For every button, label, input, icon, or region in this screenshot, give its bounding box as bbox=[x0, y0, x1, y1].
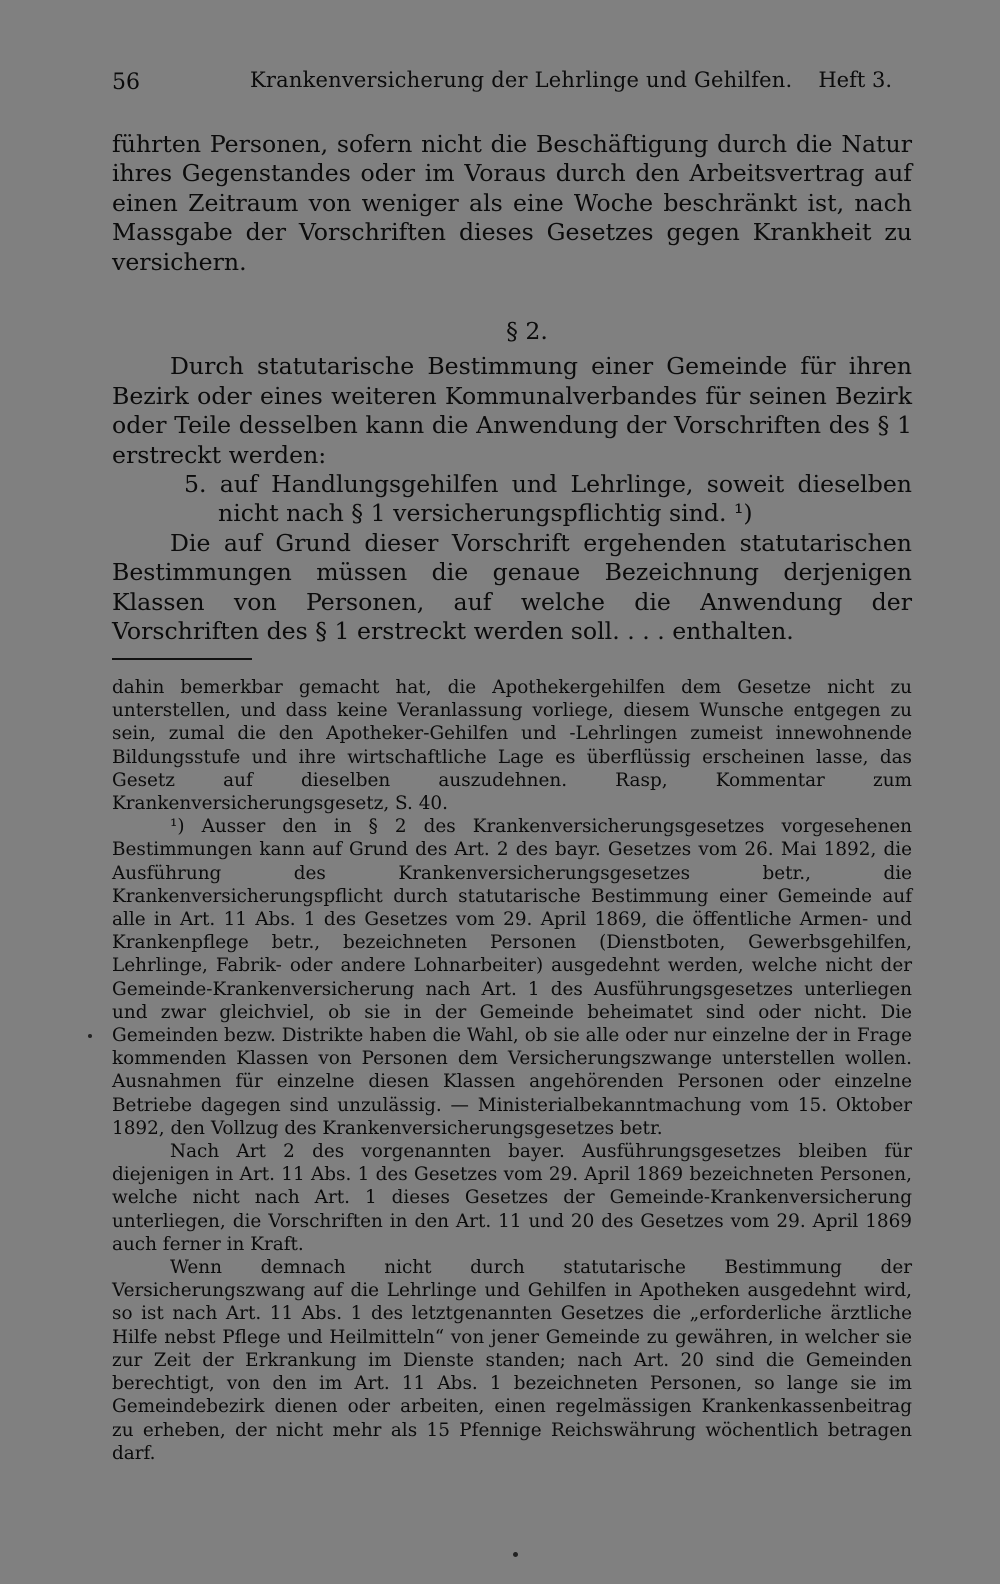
page-mark bbox=[513, 1552, 518, 1557]
issue-label: Heft 3. bbox=[818, 68, 892, 92]
paragraph-continuation: führten Personen, sofern nicht die Beschäftigung durch die Natur ihres Gegenstandes oder im Voraus durch den Arbeitsvertrag auf einen Zeitraum von weniger als eine Woche beschränkt ist, nach Massgabe der Vorschriften dieses Gesetzes gegen Krankheit zu versichern. bbox=[112, 130, 912, 276]
footnote-paragraph: Wenn demnach nicht durch statutarische Bestimmung der Versicherungszwang auf die Lehrlinge und Gehilfen in Apotheken ausgedehnt wird, so ist nach Art. 11 Abs. 1 des letztgenannten Gesetzes die „erforderliche ärztliche Hilfe nebst Pflege und Heilmitteln“ von jener Gemeinde zu gewähren, in welcher sie zur Zeit der Erkrankung im Dienste standen; nach Art. 20 sind die Gemeinden berechtigt, von den im Art. 11 Abs. 1 bezeichneten Personen, so lange sie im Gemeindebezirk dienen oder arbeiten, einen regelmässigen Krankenkassenbeitrag zu erheben, der nicht mehr als 15 Pfennige Reichswährung wöchentlich betragen darf. bbox=[112, 1257, 912, 1464]
footnote-continuation: dahin bemerkbar gemacht hat, die Apothekergehilfen dem Gesetze nicht zu unterstellen, und dass keine Veranlassung vorliege, diesem Wunsche entgegen zu sein, zumal die den Apotheker-Gehilfen und -Lehrlingen zumeist innewohnende Bildungsstufe und ihre wirtschaftliche Lage es überflüssig erscheinen lasse, das Gesetz auf dieselben auszudehnen. Rasp, Kommentar zum Krankenversicherungsgesetz, S. 40. bbox=[112, 677, 912, 815]
list-item-5: 5. auf Handlungsgehilfen und Lehrlinge, soweit dieselben nicht nach § 1 versicherungspflichtig sind. ¹) bbox=[184, 470, 912, 528]
page-header bbox=[112, 66, 902, 100]
footnote-paragraph: Nach Art 2 des vorgenannten bayer. Ausführungsgesetzes bleiben für diejenigen in Art. 11 Abs. 1 des Gesetzes vom 29. April 1869 bezeichneten Personen, welche nicht nach Art. 1 dieses Gesetzes der Gemeinde-Krankenversicherung unterliegen, die Vorschriften in den Art. 11 und 20 des Gesetzes vom 29. April 1869 auch ferner in Kraft. bbox=[112, 1141, 912, 1255]
footnote-divider bbox=[112, 658, 252, 660]
running-title: Krankenversicherung der Lehrlinge und Gehilfen. bbox=[250, 68, 793, 92]
page-number: 56 bbox=[112, 70, 140, 95]
margin-mark bbox=[88, 1034, 92, 1038]
paragraph-provisions: Die auf Grund dieser Vorschrift ergehenden statutarischen Bestimmungen müssen die genaue Bezeichnung derjenigen Klassen von Personen, auf welche die Anwendung der Vorschriften des § 1 erstreckt werden soll. . . . enthalten. bbox=[112, 528, 912, 646]
footnote-1: ¹) Ausser den in § 2 des Krankenversicherungsgesetzes vorgesehenen Bestimmungen kann auf Grund des Art. 2 des bayr. Gesetzes vom 26. Mai 1892, die Ausführung des Krankenversicherungsgesetzes betr., die Krankenversicherungspflicht durch statutarische Bestimmung einer Gemeinde auf alle in Art. 11 Abs. 1 des Gesetzes vom 29. April 1869, die öffentliche Armen- und Krankenpflege betr., bezeichneten Personen (Dienstboten, Gewerbsgehilfen, Lehrlinge, Fabrik- oder andere Lohnarbeiter) ausgedehnt werden, welche nicht der Gemeinde-Krankenversicherung nach Art. 1 des Ausführungsgesetzes unterliegen und zwar gleichviel, ob sie in der Gemeinde beheimatet sind oder nicht. Die Gemeinden bezw. Distrikte haben die Wahl, ob sie alle oder nur einzelne der in Frage kommenden Klassen von Personen dem Versicherungszwange unterstellen wollen. Ausnahmen für einzelne diesen Klassen angehörenden Personen oder einzelne Betriebe dagegen sind unzulässig. — Ministerialbekanntmachung vom 15. Oktober 1892, den Vollzug des Krankenversicherungsgesetzes betr. bbox=[112, 816, 912, 1139]
main-text bbox=[112, 130, 912, 647]
footnotes bbox=[112, 676, 912, 1465]
section-heading: § 2. bbox=[506, 317, 548, 346]
paragraph-statute: Durch statutarische Bestimmung einer Gemeinde für ihren Bezirk oder eines weiteren Kommunalverbandes für seinen Bezirk oder Teile desselben kann die Anwendung der Vorschriften des § 1 erstreckt werden: bbox=[112, 352, 912, 469]
